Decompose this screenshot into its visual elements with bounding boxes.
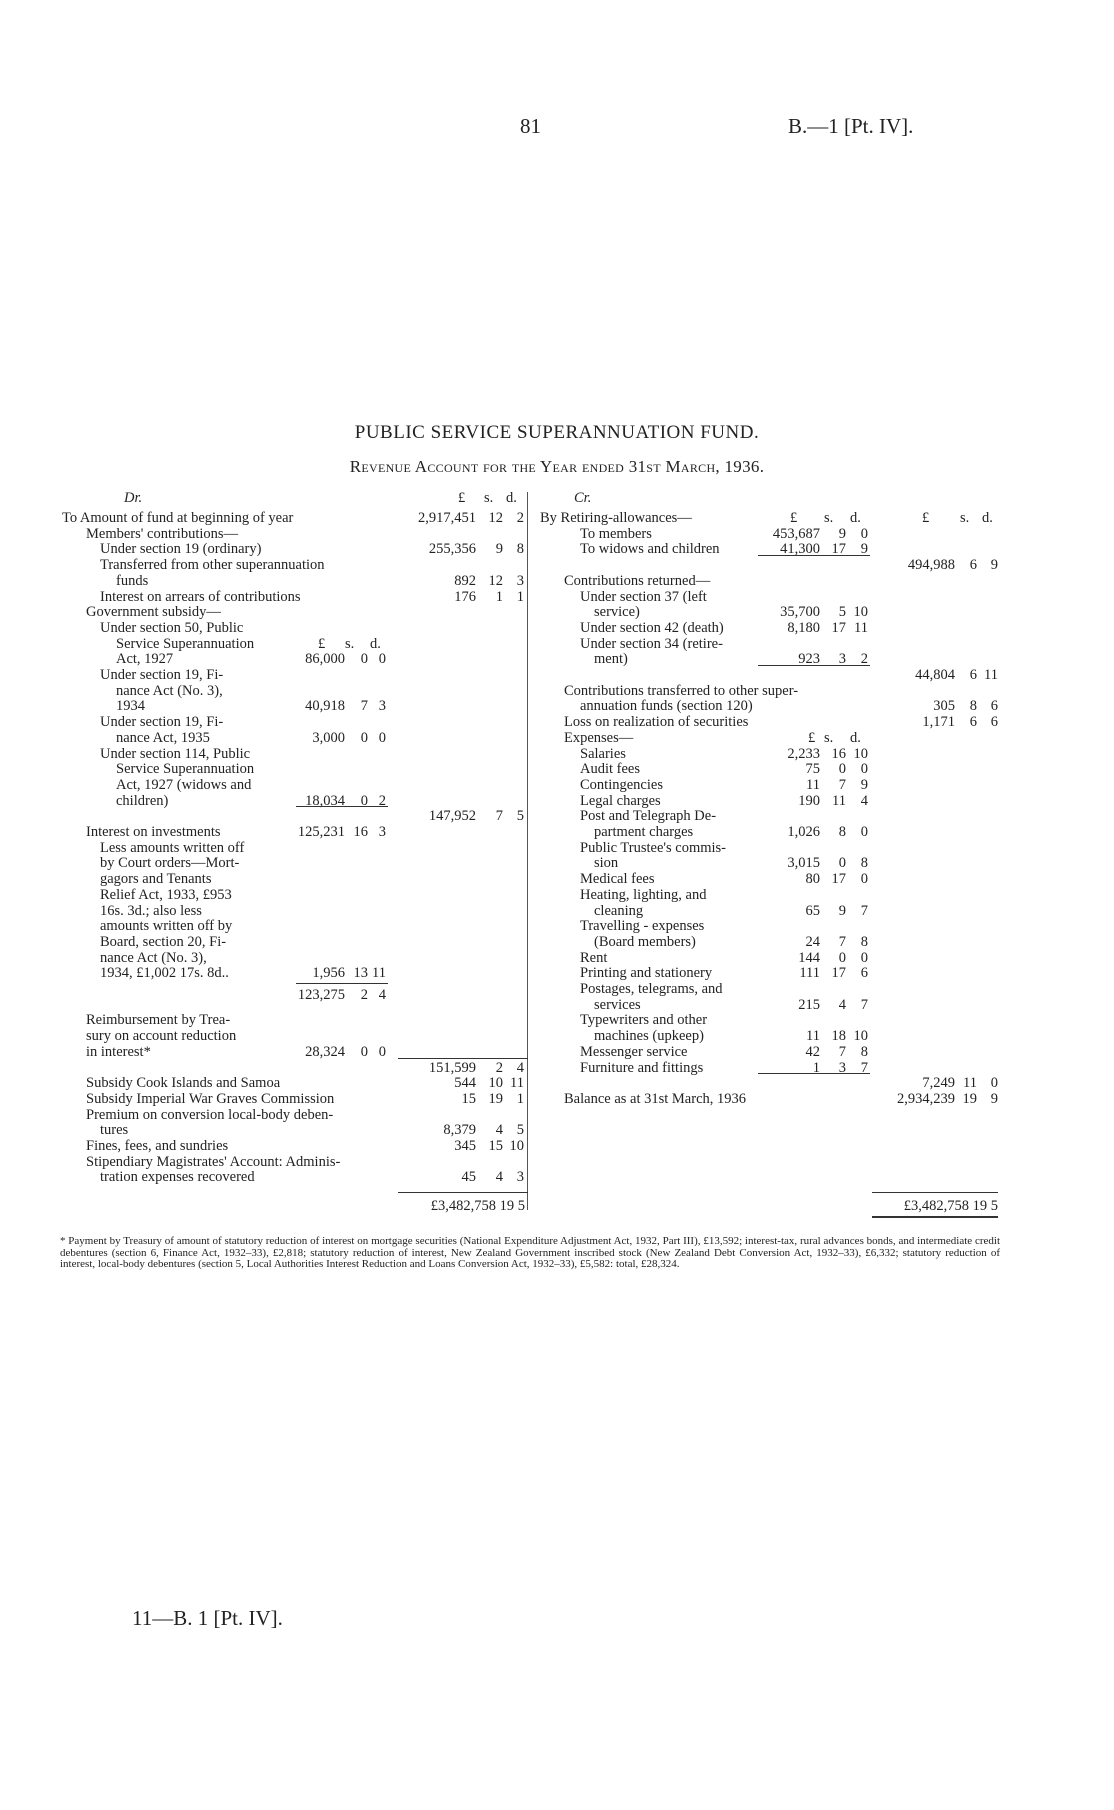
opening-shillings: 12	[488, 510, 503, 526]
subsidy-item-3-pence: 2	[378, 792, 386, 809]
debit-label: Dr.	[124, 490, 143, 506]
fines-pence: 10	[509, 1138, 524, 1154]
ordinary-label: Under section 19 (ordinary)	[100, 541, 262, 558]
subsidy-head-pence: d.	[370, 635, 381, 652]
page-title: PUBLIC SERVICE SUPERANNUATION FUND.	[354, 422, 760, 443]
stipendiary-label: Stipendiary Magistrates' Account: Adminis-	[86, 1153, 341, 1170]
expense-item-10-pounds: 111	[799, 965, 820, 982]
returned-item-1-line-0: Under section 42 (death)	[580, 619, 724, 636]
fines-label: Fines, fees, and sundries	[86, 1138, 229, 1154]
premium-pounds: 8,379	[443, 1122, 476, 1139]
subsidy-head-shillings: s.	[345, 635, 355, 652]
reimbursement-pounds: 28,324	[305, 1043, 345, 1060]
war-graves-shillings: 19	[488, 1090, 503, 1107]
stipendiary-label-2: tration expenses recovered	[100, 1169, 255, 1186]
interest-pence: 3	[378, 824, 386, 840]
to-widows-label: To widows and children	[580, 541, 720, 558]
writeoff-line-3: Relief Act, 1933, £953	[100, 886, 232, 903]
govt-heading: Government subsidy—	[86, 604, 221, 621]
opening-pence: 2	[516, 510, 524, 526]
expense-item-12-line-0: Typewriters and other	[580, 1012, 708, 1029]
balance-shillings: 19	[962, 1090, 977, 1107]
writeoff-line-2: gagors and Tenants	[100, 871, 212, 888]
subsidy-item-3-line-3: children)	[116, 792, 169, 809]
war-graves-label: Subsidy Imperial War Graves Commission	[86, 1090, 335, 1107]
subsidy-item-3-shillings: 0	[360, 792, 368, 809]
expense-item-8-pounds: 24	[805, 933, 820, 950]
loss-shillings: 6	[969, 714, 977, 731]
debit-grand-total: £3,482,758 19 5	[430, 1198, 525, 1214]
credit-head-pound-inner: £	[790, 510, 798, 526]
returned-item-0-line-1: service)	[594, 604, 640, 621]
interest-label: Interest on investments	[86, 824, 221, 840]
interest-pounds: 125,231	[297, 824, 345, 840]
subsidy-item-3-pounds: 18,034	[305, 792, 345, 809]
expense-item-7-shillings: 9	[838, 902, 846, 919]
members-heading: Members' contributions—	[86, 525, 239, 542]
subsidy-total-pence: 5	[516, 808, 524, 825]
credit-total-double-rule	[872, 1216, 998, 1218]
subsidy-item-0-line-2: Act, 1927	[116, 651, 174, 668]
transferred-pence: 3	[516, 572, 524, 589]
loss-pounds: 1,171	[922, 714, 955, 731]
writeoff-line-7: nance Act (No. 3),	[100, 949, 207, 966]
credit-head-pence-outer: d.	[982, 510, 993, 526]
expense-item-9-line-0: Rent	[580, 949, 608, 966]
transferred-label-2: annuation funds (section 120)	[580, 698, 753, 715]
retiring-total-shillings: 6	[969, 557, 977, 574]
expense-item-13-pounds: 42	[805, 1043, 820, 1060]
expenses-total-shillings: 11	[963, 1075, 977, 1092]
subsidy-item-1-shillings: 7	[360, 698, 368, 715]
premium-label-2: tures	[100, 1122, 129, 1139]
returned-item-2-pence: 2	[860, 651, 868, 668]
expense-item-11-pounds: 215	[798, 996, 820, 1013]
reimbursement-line-1: sury on account reduction	[86, 1028, 237, 1045]
expense-item-12-shillings: 18	[831, 1028, 846, 1045]
page-subtitle: Revenue Account for the Year ended 31st March, 1936.	[349, 457, 765, 476]
to-members-pounds: 453,687	[772, 525, 820, 542]
subsidy-item-3-line-1: Service Superannuation	[116, 761, 255, 778]
stipendiary-pence: 3	[516, 1169, 524, 1186]
premium-pence: 5	[516, 1122, 524, 1139]
credit-transferred-pence: 6	[990, 698, 998, 715]
credit-head-pound-outer: £	[922, 510, 930, 526]
expense-item-2-shillings: 7	[838, 776, 846, 793]
retiring-heading: By Retiring-allowances—	[540, 510, 692, 526]
writeoff-pounds: 1,956	[312, 965, 345, 982]
interest-shillings: 16	[353, 824, 368, 840]
transferred-label: Contributions transferred to other super-	[564, 682, 799, 699]
expense-item-0-line-0: Salaries	[580, 745, 626, 762]
expense-item-0-shillings: 16	[831, 745, 846, 762]
to-widows-shillings: 17	[831, 541, 846, 558]
returned-item-2-line-1: ment)	[594, 651, 628, 668]
expense-item-2-pence: 9	[860, 776, 868, 793]
credit-transferred-shillings: 8	[969, 698, 977, 715]
writeoff-line-1: by Court orders—Mort-	[100, 855, 240, 872]
expense-item-11-shillings: 4	[838, 996, 846, 1013]
subsidy-item-2-pence: 0	[378, 729, 386, 746]
reimbursement-pence: 0	[378, 1043, 386, 1060]
debit-total-rule	[398, 1192, 528, 1193]
expense-item-12-line-1: machines (upkeep)	[594, 1028, 704, 1045]
expense-item-9-pounds: 144	[798, 949, 820, 966]
balance-pence: 9	[990, 1090, 998, 1107]
subsidy-item-1-line-2: 1934	[116, 698, 145, 715]
writeoff-shillings: 13	[353, 965, 368, 982]
interest-total-pounds: 151,599	[428, 1059, 476, 1076]
subsidy-item-0-shillings: 0	[360, 651, 368, 668]
loss-label: Loss on realization of securities	[564, 714, 749, 731]
expense-item-1-line-0: Audit fees	[580, 761, 640, 778]
expense-item-1-pence: 0	[860, 761, 868, 778]
expense-item-7-line-0: Heating, lighting, and	[580, 886, 707, 903]
war-graves-pence: 1	[516, 1090, 524, 1107]
subsidy-item-0-pounds: 86,000	[305, 651, 345, 668]
reimbursement-line-0: Reimbursement by Trea-	[86, 1012, 231, 1029]
credit-total-rule	[872, 1192, 998, 1193]
expense-item-4-shillings: 8	[838, 824, 846, 840]
expense-item-5-shillings: 0	[838, 855, 846, 872]
subsidy-item-2-shillings: 0	[360, 729, 368, 746]
expense-item-11-line-0: Postages, telegrams, and	[580, 981, 723, 997]
reimbursement-rule	[398, 1058, 528, 1059]
interest-net-pence: 4	[378, 987, 386, 1004]
credit-transferred-pounds: 305	[933, 698, 955, 715]
credit-head-shillings-outer: s.	[960, 510, 970, 526]
subsidy-item-1-line-1: nance Act (No. 3),	[116, 682, 223, 699]
to-members-shillings: 9	[838, 525, 846, 542]
ordinary-pence: 8	[516, 541, 524, 558]
expense-item-11-line-1: services	[594, 996, 641, 1013]
to-members-label: To members	[580, 525, 652, 542]
expenses-heading: Expenses—	[564, 729, 634, 746]
transferred-shillings: 12	[488, 572, 503, 589]
interest-net-shillings: 2	[360, 987, 368, 1004]
retiring-rule	[758, 555, 870, 556]
expense-item-4-line-0: Post and Telegraph De-	[580, 808, 717, 825]
subsidy-item-0-line-1: Service Superannuation	[116, 635, 255, 652]
premium-label: Premium on conversion local-body deben-	[86, 1106, 334, 1123]
subsidy-item-1-pounds: 40,918	[305, 698, 345, 715]
debit-head-shillings: s.	[484, 490, 494, 506]
returned-item-1-pounds: 8,180	[787, 619, 820, 636]
page-number: 81	[520, 114, 541, 138]
cook-islands-pence: 11	[510, 1075, 524, 1092]
expenses-head-shillings: s.	[824, 729, 834, 746]
opening-label: To Amount of fund at beginning of year	[62, 510, 294, 526]
expense-item-3-shillings: 11	[832, 792, 846, 809]
subsidy-item-3-line-0: Under section 114, Public	[100, 745, 251, 762]
ordinary-shillings: 9	[495, 541, 503, 558]
expense-item-13-line-0: Messenger service	[580, 1043, 688, 1060]
opening-pounds: 2,917,451	[418, 510, 476, 526]
expense-item-7-pounds: 65	[805, 902, 820, 919]
arrears-shillings: 1	[495, 588, 503, 605]
interest-total-shillings: 2	[495, 1059, 503, 1076]
subsidy-item-3-line-2: Act, 1927 (widows and	[116, 776, 252, 793]
subsidy-item-1-pence: 3	[378, 698, 386, 715]
expenses-total-pounds: 7,249	[922, 1075, 955, 1092]
writeoff-line-0: Less amounts written off	[100, 839, 245, 856]
returned-item-2-shillings: 3	[838, 651, 846, 668]
returned-item-1-pence: 11	[854, 619, 868, 636]
expense-item-7-line-1: cleaning	[594, 902, 644, 919]
expense-item-14-pounds: 1	[812, 1059, 820, 1076]
expense-item-6-pounds: 80	[805, 871, 820, 888]
cook-islands-pounds: 544	[454, 1075, 476, 1092]
returned-item-1-shillings: 17	[831, 619, 846, 636]
expense-item-3-line-0: Legal charges	[580, 792, 661, 809]
expense-item-1-shillings: 0	[838, 761, 846, 778]
returned-item-0-pounds: 35,700	[780, 604, 820, 621]
retiring-total-pence: 9	[990, 557, 998, 574]
fines-shillings: 15	[488, 1138, 503, 1154]
interest-rule	[296, 983, 388, 984]
returned-heading: Contributions returned—	[564, 572, 711, 589]
subsidy-item-0-pence: 0	[378, 651, 386, 668]
expense-item-5-line-1: sion	[594, 855, 619, 872]
loss-pence: 6	[990, 714, 998, 731]
returned-item-0-line-0: Under section 37 (left	[580, 588, 707, 605]
stipendiary-shillings: 4	[495, 1169, 503, 1186]
writeoff-line-6: Board, section 20, Fi-	[100, 933, 227, 950]
writeoff-pence: 11	[372, 965, 386, 982]
arrears-pence: 1	[516, 588, 524, 605]
expense-item-6-pence: 0	[860, 871, 868, 888]
subsidy-head-pound: £	[318, 635, 326, 652]
stipendiary-pounds: 45	[461, 1169, 476, 1186]
expense-item-5-line-0: Public Trustee's commis-	[580, 839, 727, 856]
transferred-pounds: 892	[454, 572, 476, 589]
subsidy-total-pounds: 147,952	[428, 808, 476, 825]
returned-item-0-pence: 10	[853, 604, 868, 621]
to-widows-pounds: 41,300	[780, 541, 820, 558]
balance-pounds: 2,934,239	[897, 1090, 955, 1107]
to-widows-pence: 9	[860, 541, 868, 558]
retiring-total-pounds: 494,988	[907, 557, 955, 574]
subsidy-item-2-pounds: 3,000	[312, 729, 345, 746]
document-reference: B.—1 [Pt. IV].	[788, 114, 914, 138]
returned-item-0-shillings: 5	[838, 604, 846, 621]
interest-net-pounds: 123,275	[297, 987, 345, 1004]
expense-item-5-pence: 8	[860, 855, 868, 872]
footnote: * Payment by Treasury of amount of statutory reduction of interest on mortgage securities (National Expenditure Adjustment Act, 1932, Part III), £13,592; interest-tax, rural advances bonds, and intermediate credit debentures (section 6, Finance Act, 1932–33), £2,818; statutory reduction of interest, New Zealand Government inscribed stock (New Zealand Debt Conversion Act, 1932–33), £6,332; statutory reduction of interest, local-body debentures (section 5, Local Authorities Interest Reduction and Loans Conversion Act, 1932–33), £5,582: total, £28,324.	[60, 1235, 1000, 1270]
expense-item-3-pounds: 190	[798, 792, 820, 809]
expense-item-3-pence: 4	[860, 792, 868, 809]
subsidy-rule	[296, 806, 388, 807]
expense-item-9-shillings: 0	[838, 949, 846, 966]
credit-head-shillings-inner: s.	[824, 510, 834, 526]
ordinary-pounds: 255,356	[428, 541, 476, 558]
reimbursement-shillings: 0	[360, 1043, 368, 1060]
expense-item-14-line-0: Furniture and fittings	[580, 1059, 704, 1076]
signature-mark: 11—B. 1 [Pt. IV].	[132, 1606, 283, 1630]
premium-shillings: 4	[495, 1122, 503, 1139]
to-members-pence: 0	[860, 525, 868, 542]
expense-item-10-shillings: 17	[831, 965, 846, 982]
subsidy-item-0-line-0: Under section 50, Public	[100, 619, 244, 636]
debit-head-pence: d.	[506, 490, 517, 506]
subsidy-item-2-line-0: Under section 19, Fi-	[100, 714, 224, 731]
credit-head-pence-inner: d.	[850, 510, 861, 526]
expense-item-14-shillings: 3	[838, 1059, 846, 1076]
returned-item-2-line-0: Under section 34 (retire-	[580, 635, 723, 652]
expense-item-4-pounds: 1,026	[787, 824, 820, 840]
balance-label: Balance as at 31st March, 1936	[564, 1090, 747, 1107]
expenses-rule	[758, 1073, 870, 1074]
subsidy-item-2-line-1: nance Act, 1935	[116, 729, 210, 746]
expense-item-8-line-1: (Board members)	[594, 933, 696, 950]
expenses-head-pound: £	[808, 729, 816, 746]
returned-total-pounds: 44,804	[915, 667, 955, 683]
expense-item-13-shillings: 7	[838, 1043, 846, 1060]
expense-item-13-pence: 8	[860, 1043, 868, 1060]
subsidy-total-shillings: 7	[495, 808, 503, 825]
writeoff-line-5: amounts written off by	[100, 918, 233, 935]
expense-item-6-line-0: Medical fees	[580, 871, 655, 888]
expense-item-5-pounds: 3,015	[787, 855, 820, 872]
writeoff-line-8: 1934, £1,002 17s. 8d..	[100, 965, 229, 982]
expense-item-0-pence: 10	[853, 745, 868, 762]
arrears-pounds: 176	[454, 588, 476, 605]
expense-item-10-pence: 6	[860, 965, 868, 982]
interest-total-pence: 4	[516, 1059, 524, 1076]
returned-total-shillings: 6	[969, 667, 977, 683]
column-divider	[527, 492, 528, 1210]
expense-item-12-pence: 10	[853, 1028, 868, 1045]
expense-item-0-pounds: 2,233	[787, 745, 820, 762]
expense-item-8-pence: 8	[860, 933, 868, 950]
expense-item-9-pence: 0	[860, 949, 868, 966]
transferred-label-2: funds	[116, 572, 149, 589]
credit-label: Cr.	[574, 490, 592, 506]
expense-item-2-line-0: Contingencies	[580, 776, 663, 793]
expense-item-12-pounds: 11	[806, 1028, 820, 1045]
returned-item-2-pounds: 923	[798, 651, 820, 668]
expense-item-4-pence: 0	[860, 824, 868, 840]
writeoff-line-4: 16s. 3d.; also less	[100, 902, 202, 919]
cook-islands-label: Subsidy Cook Islands and Samoa	[86, 1075, 281, 1092]
returned-rule	[758, 665, 870, 666]
expense-item-7-pence: 7	[860, 902, 868, 919]
war-graves-pounds: 15	[461, 1090, 476, 1107]
reimbursement-line-2: in interest*	[86, 1043, 151, 1060]
credit-grand-total: £3,482,758 19 5	[903, 1198, 998, 1214]
expense-item-8-shillings: 7	[838, 933, 846, 950]
cook-islands-shillings: 10	[488, 1075, 503, 1092]
expense-item-14-pence: 7	[860, 1059, 868, 1076]
subsidy-item-1-line-0: Under section 19, Fi-	[100, 667, 224, 683]
transferred-label: Transferred from other superannuation	[100, 557, 325, 574]
fines-pounds: 345	[454, 1138, 476, 1154]
returned-total-pence: 11	[984, 667, 998, 683]
expense-item-1-pounds: 75	[805, 761, 820, 778]
expense-item-6-shillings: 17	[831, 871, 846, 888]
expense-item-2-pounds: 11	[806, 776, 820, 793]
expenses-total-pence: 0	[990, 1075, 998, 1092]
expense-item-4-line-1: partment charges	[594, 824, 694, 840]
expenses-head-pence: d.	[850, 729, 861, 746]
expense-item-8-line-0: Travelling - expenses	[580, 918, 705, 935]
expense-item-11-pence: 7	[860, 996, 868, 1013]
arrears-label: Interest on arrears of contributions	[100, 588, 301, 605]
expense-item-10-line-0: Printing and stationery	[580, 965, 713, 982]
debit-head-pound: £	[458, 490, 466, 506]
